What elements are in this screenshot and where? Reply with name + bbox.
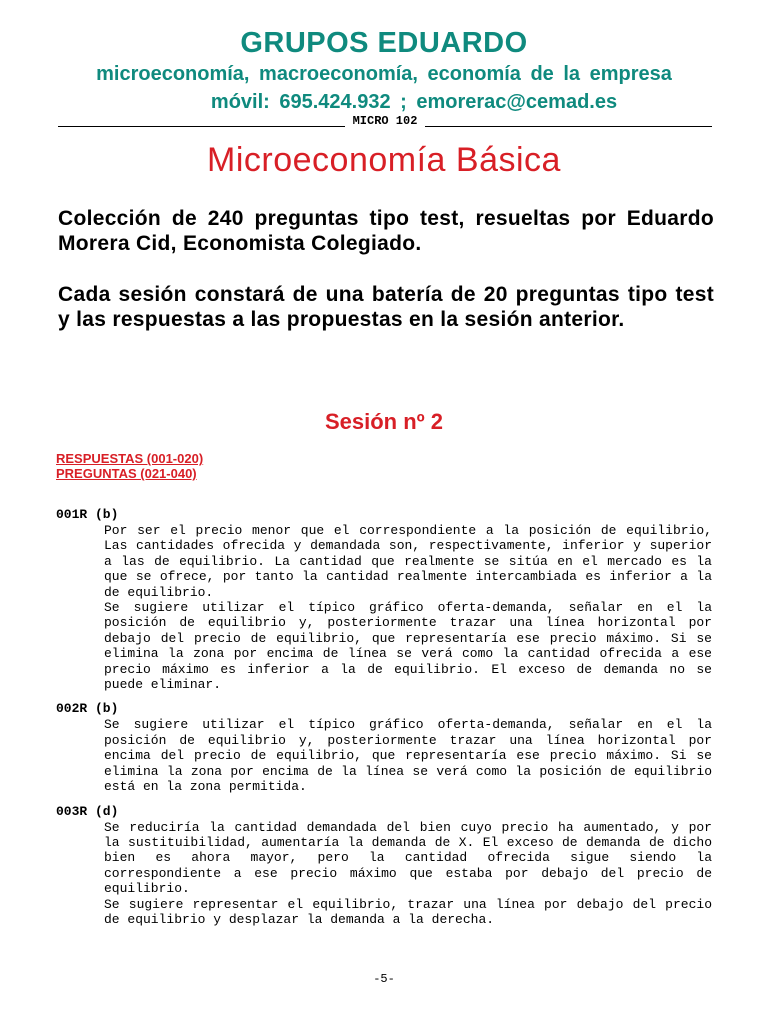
answer-paragraph: Se sugiere utilizar el típico gráfico oferta-demanda, señalar en el la posición de equilibrio y, posteriormente trazar una línea horizontal por debajo del precio de equilibrio, que representaría ese precio máximo. Si se elimina la zona por encima de línea se verá como la cantidad ofrecida a ese precio máximo es inferior a la de equilibrio. El exceso de demanda no se puede eliminar.	[104, 600, 712, 693]
answer-paragraph: Se sugiere utilizar el típico gráfico oferta-demanda, señalar en el la posición de equilibrio y, posteriormente trazar una línea horizontal por encima del precio de equilibrio, que representaría ese precio máximo. Si se elimina la zona por encima de la línea se verá como la posición de equilibrio está en la zona permitida.	[104, 717, 712, 795]
questions-link[interactable]: PREGUNTAS (021-040)	[56, 466, 197, 481]
answers-list	[56, 507, 716, 936]
answer-paragraph: Por ser el precio menor que el correspondiente a la posición de equilibrio, Las cantidades ofrecida y demandada son, respectivamente, inferior y superior a las de equilibrio. La cantidad que realmente se sitúa en el mercado es la que se ofrece, por tanto la cantidad realmente intercambiada es inferior a la de equilibrio.	[104, 523, 712, 600]
answer-paragraph: Se sugiere representar el equilibrio, trazar una línea por debajo del precio de equilibrio y desplazar la demanda a la derecha.	[104, 896, 712, 927]
header-rule	[58, 113, 712, 127]
intro-paragraph-2: Cada sesión constará de una batería de 20 preguntas tipo test y las respuestas a las propuestas en la sesión anterior.	[58, 283, 714, 331]
header-subtitle: microeconomía, macroeconomía, economía de la empresa	[96, 63, 672, 85]
answer-paragraph: Se reduciría la cantidad demandada del bien cuyo precio ha aumentado, y por la sustituibilidad, aumentaría la demanda de X. El exceso de demanda de dicho bien es ahora mayor, pero la cantidad ofrecida sigue siendo la correspondiente a ese precio máximo que estaba por debajo del precio de equilibrio.	[104, 819, 712, 897]
answer-item	[56, 701, 716, 794]
header-contact: móvil: 695.424.932 ; emorerac@cemad.es	[210, 91, 618, 113]
answers-link[interactable]: RESPUESTAS (001-020)	[56, 451, 204, 466]
answer-id: 002R (b)	[56, 701, 119, 717]
main-title: Microeconomía Básica	[207, 141, 561, 179]
rule-left	[58, 116, 345, 127]
answer-item	[56, 507, 716, 692]
header-title: GRUPOS EDUARDO	[240, 27, 528, 59]
section-links	[56, 451, 203, 481]
answer-text	[104, 820, 712, 928]
course-code: MICRO 102	[352, 114, 418, 128]
page-number: -5-	[373, 972, 395, 986]
rule-right	[425, 116, 712, 127]
answer-text	[104, 717, 712, 794]
session-title: Sesión nº 2	[324, 409, 444, 434]
intro-paragraph-1: Colección de 240 preguntas tipo test, resueltas por Eduardo Morera Cid, Economista Colegiado.	[58, 207, 714, 255]
answer-id: 001R (b)	[56, 507, 119, 522]
answer-text	[104, 523, 712, 692]
answer-id: 003R (d)	[56, 803, 119, 819]
answer-item	[56, 804, 716, 928]
